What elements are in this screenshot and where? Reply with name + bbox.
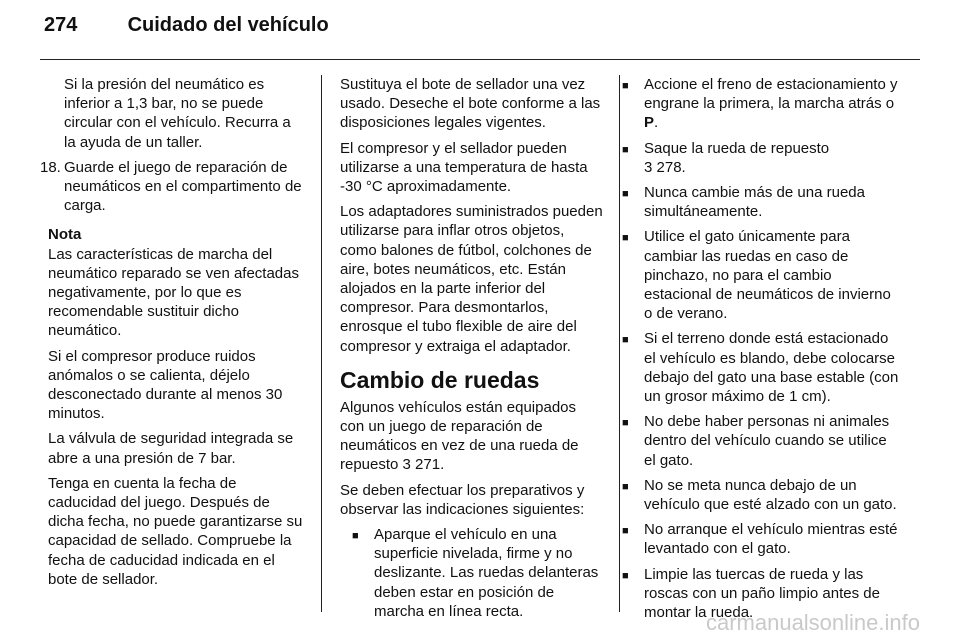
column-divider (619, 75, 620, 612)
note-paragraph: Tenga en cuenta la fecha de caducidad del juego. Después de dicha fecha, no puede garantizarse su capacidad de sellado. Compruebe la fecha de caducidad indicada en el bote de sellador. (48, 474, 303, 588)
list-item (622, 412, 902, 470)
numbered-step-18 (40, 158, 304, 216)
page-reference-link[interactable]: 3 271. (402, 456, 445, 474)
gear-p-label: P (644, 114, 655, 132)
square-bullet-icon: ■ (622, 232, 629, 245)
list-item (622, 75, 902, 133)
list-item (622, 183, 902, 221)
list-item-text: No se meta nunca debajo de un vehículo que esté alzado con un gato. (644, 476, 897, 514)
list-item-text: Utilice el gato únicamente para cambiar las ruedas en caso de pinchazo, no para el cambio estacional de neumáticos de invierno o de verano. (644, 228, 891, 323)
square-bullet-icon: ■ (622, 188, 629, 201)
list-item (622, 329, 902, 406)
column-1 (40, 75, 304, 595)
list-item-text: Saque la rueda de repuesto 3 278. (644, 139, 830, 176)
square-bullet-icon: ■ (622, 334, 629, 347)
list-item (352, 525, 604, 621)
column-divider (321, 75, 322, 612)
column-2 (340, 75, 604, 627)
bullet-list (622, 75, 902, 622)
list-item-text: Accione el freno de estacionamiento y engrane la primera, la marcha atrás o P. (644, 76, 898, 132)
note-paragraph: Si el compresor produce ruidos anómalos o se calienta, déjelo desconectado durante al menos 30 minutos. (48, 347, 283, 423)
page-header (44, 14, 329, 37)
note-paragraph: Las características de marcha del neumático reparado se ven afectadas negativamente, por lo que es recomendable sustituir dicho neumático. (48, 245, 299, 340)
column-3 (622, 75, 902, 628)
list-item-text: No debe haber personas ni animales dentro del vehículo cuando se utilice el gato. (644, 413, 890, 469)
note-paragraph: La válvula de seguridad integrada se abre a una presión de 7 bar. (48, 430, 294, 467)
note-title: Nota (48, 226, 82, 244)
square-bullet-icon: ■ (622, 569, 629, 582)
header-rule (40, 59, 920, 60)
watermark: carmanualsonline.info (705, 610, 920, 635)
square-bullet-icon: ■ (622, 525, 629, 538)
continued-paragraph: Si la presión del neumático es inferior a 1,3 bar, no se puede circular con el vehículo. Recurra a la ayuda de un taller. (64, 76, 291, 151)
square-bullet-icon: ■ (352, 530, 359, 543)
paragraph: Sustituya el bote de sellador una vez usado. Deseche el bote conforme a las disposiciones legales vigentes. (340, 76, 601, 132)
section-heading: Cambio de ruedas (340, 366, 540, 393)
page-number: 274 (44, 14, 78, 36)
intro-paragraph (340, 398, 604, 475)
page-reference-link[interactable]: 3 278. (644, 158, 686, 176)
note-block (40, 225, 304, 589)
list-item-text: Nunca cambie más de una rueda simultáneamente. (644, 184, 865, 221)
square-bullet-icon: ■ (622, 143, 629, 156)
list-item (622, 227, 902, 323)
list-item-text: Limpie las tuercas de rueda y las roscas con un paño limpio antes de montar la rueda. (644, 565, 880, 622)
paragraph: Se deben efectuar los preparativos y observar las indicaciones siguientes: (340, 481, 585, 518)
square-bullet-icon: ■ (622, 80, 629, 92)
list-item (622, 139, 902, 177)
paragraph: Los adaptadores suministrados pueden utilizarse para inflar otros objetos, como balones de fútbol, colchones de aire, botes neumáticos, etc. Están alojados en la parte inferior del compresor. Para desmontarlos, enrosque el tubo flexible de aire del compresor y extraiga el adaptador. (340, 203, 603, 355)
square-bullet-icon: ■ (622, 480, 629, 493)
list-item (622, 520, 902, 558)
list-item-text: No arranque el vehículo mientras esté levantado con el gato. (644, 521, 898, 558)
list-item-text: Si el terreno donde está estacionado el vehículo es blando, debe colocarse debajo del gato una base estable (con un grosor máximo de 1 cm). (644, 330, 899, 406)
paragraph: El compresor y el sellador pueden utilizarse a una temperatura de hasta -30 °C aproximadamente. (340, 139, 588, 196)
list-item (622, 476, 902, 514)
bullet-list (340, 525, 604, 621)
page-title: Cuidado del vehículo (127, 14, 329, 36)
intro-text: Algunos vehículos están equipados con un juego de reparación de neumáticos en vez de una rueda de repuesto (340, 398, 579, 474)
list-item-text: Aparque el vehículo en una superficie nivelada, firme y no deslizante. Las ruedas delanteras deben estar en posición de marcha en línea recta. (374, 526, 599, 620)
step-number: 18. (40, 158, 61, 176)
square-bullet-icon: ■ (622, 417, 629, 430)
step-text: Guarde el juego de reparación de neumáticos en el compartimento de carga. (64, 158, 302, 215)
